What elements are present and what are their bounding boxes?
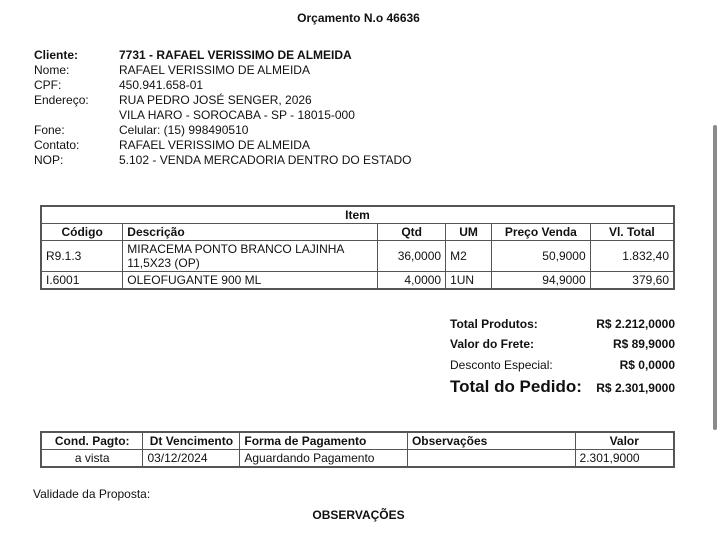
item-codigo: I.6001: [41, 272, 123, 290]
item-total: 1.832,40: [590, 241, 674, 272]
total-produtos-row: [450, 317, 675, 337]
desconto-row: [450, 358, 675, 377]
col-header-descricao: Descrição: [123, 224, 378, 241]
item-qtd: 4,0000: [378, 272, 446, 290]
client-row-cliente: [34, 48, 412, 63]
client-row-cpf: [34, 78, 412, 93]
items-header-row: [41, 224, 674, 241]
client-row-nome: [34, 63, 412, 78]
col-header-dt-vencimento: Dt Vencimento: [143, 432, 240, 450]
total-produtos-value: R$ 2.212,0000: [596, 317, 675, 331]
payment-cond: a vista: [41, 450, 143, 468]
item-descricao: OLEOFUGANTE 900 ML: [123, 272, 378, 290]
payment-observacoes: [407, 450, 575, 468]
payment-header-row: [41, 432, 674, 450]
cpf-value: 450.941.658-01: [119, 78, 204, 92]
table-row: [41, 241, 674, 272]
desconto-label: Desconto Especial:: [450, 358, 553, 372]
item-total: 379,60: [590, 272, 674, 290]
nop-label: NOP:: [34, 153, 64, 167]
client-row-fone: [34, 123, 412, 138]
col-header-cond-pagto: Cond. Pagto:: [41, 432, 143, 450]
valor-frete-value: R$ 89,9000: [612, 337, 675, 351]
col-header-codigo: Código: [41, 224, 123, 241]
items-table: [40, 205, 675, 290]
endereco-line1: RUA PEDRO JOSÉ SENGER, 2026: [119, 93, 312, 107]
nome-value: RAFAEL VERISSIMO DE ALMEIDA: [119, 63, 310, 77]
total-pedido-value: R$ 2.301,9000: [596, 381, 675, 395]
col-header-total: Vl. Total: [590, 224, 674, 241]
client-row-endereco: [34, 93, 412, 108]
items-caption: Item: [41, 206, 674, 224]
endereco-label: Endereço:: [34, 93, 89, 107]
endereco-line2: VILA HARO - SOROCABA - SP - 18015-000: [119, 108, 355, 122]
item-qtd: 36,0000: [378, 241, 446, 272]
item-descricao: MIRACEMA PONTO BRANCO LAJINHA 11,5X23 (OP): [123, 241, 378, 272]
total-pedido-row: [450, 377, 675, 397]
valor-frete-label: Valor do Frete:: [450, 337, 535, 351]
client-row-endereco2: [34, 108, 412, 123]
col-header-qtd: Qtd: [378, 224, 446, 241]
table-row: [41, 272, 674, 290]
payment-vencimento: 03/12/2024: [143, 450, 240, 468]
payment-forma: Aguardando Pagamento: [240, 450, 408, 468]
client-info: [34, 48, 412, 168]
table-row: [41, 450, 674, 468]
payment-valor: 2.301,9000: [575, 450, 674, 468]
validity-label: Validade da Proposta:: [33, 487, 151, 501]
item-preco: 94,9000: [492, 272, 591, 290]
fone-value: Celular: (15) 998490510: [119, 123, 249, 137]
nop-value: 5.102 - VENDA MERCADORIA DENTRO DO ESTADO: [119, 153, 412, 167]
col-header-um: UM: [446, 224, 492, 241]
col-header-valor: Valor: [575, 432, 674, 450]
item-codigo: R9.1.3: [41, 241, 123, 272]
observacoes-title: OBSERVAÇÕES: [312, 508, 405, 522]
cliente-label: Cliente:: [34, 48, 79, 62]
contato-label: Contato:: [34, 138, 80, 152]
col-header-preco: Preço Venda: [492, 224, 591, 241]
col-header-forma-pagamento: Forma de Pagamento: [240, 432, 408, 450]
item-um: M2: [446, 241, 492, 272]
total-pedido-label: Total do Pedido:: [450, 377, 582, 396]
fone-label: Fone:: [34, 123, 65, 137]
valor-frete-row: [450, 337, 675, 358]
nome-label: Nome:: [34, 63, 70, 77]
contato-value: RAFAEL VERISSIMO DE ALMEIDA: [119, 138, 310, 152]
totals-block: [450, 317, 675, 397]
client-row-contato: [34, 138, 412, 153]
client-row-nop: [34, 153, 412, 168]
item-um: 1UN: [446, 272, 492, 290]
items-caption-row: [41, 206, 674, 224]
page-title: Orçamento N.o 46636: [297, 11, 420, 25]
col-header-observacoes: Observações: [407, 432, 575, 450]
scrollbar[interactable]: [713, 125, 717, 430]
cliente-value: 7731 - RAFAEL VERISSIMO DE ALMEIDA: [119, 48, 352, 62]
cpf-label: CPF:: [34, 78, 62, 92]
total-produtos-label: Total Produtos:: [450, 317, 538, 331]
desconto-value: R$ 0,0000: [619, 358, 675, 372]
payment-table: [40, 431, 675, 468]
item-preco: 50,9000: [492, 241, 591, 272]
